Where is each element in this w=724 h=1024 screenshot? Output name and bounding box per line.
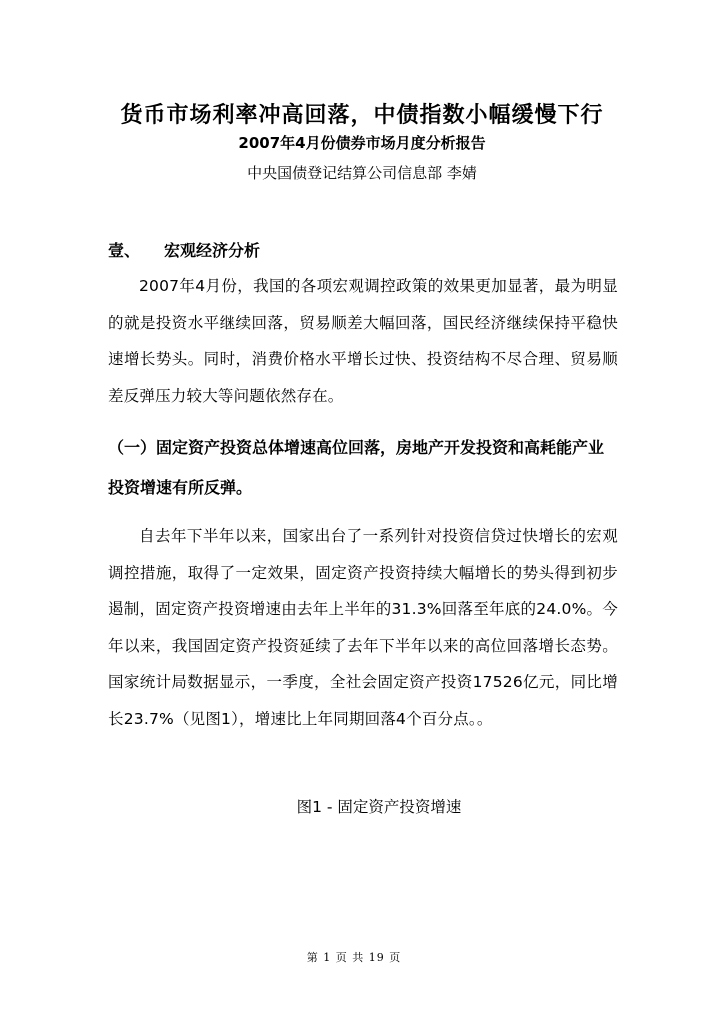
page-footer: 第 1 页 共 19 页: [306, 951, 402, 964]
figure-caption: 图1 - 固定资产投资增速: [296, 798, 462, 816]
document-author: 中央国债登记结算公司信息部 李婧: [247, 164, 477, 182]
section-intro-paragraph: 2007年4月份，我国的各项宏观调控政策的效果更加显著，最为明显的就是投资水平继续回落，贸易顺差大幅回落，国民经济继续保持平稳快速增长势头。同时，消费价格水平增长过快、投资结构不尽合理、贸易顺差反弹压力较大等问题依然存在。: [108, 277, 618, 405]
document-title: 货币市场利率冲高回落，中债指数小幅缓慢下行: [120, 103, 604, 128]
section-heading: [108, 238, 260, 261]
section-title: 宏观经济分析: [164, 241, 261, 260]
document-subtitle: 2007年4月份债券市场月度分析报告: [238, 134, 486, 152]
section-number: 壹、: [108, 241, 141, 260]
subsection-body-paragraph: 自去年下半年以来，国家出台了一系列针对投资信贷过快增长的宏观调控措施，取得了一定效果，固定资产投资持续大幅增长的势头得到初步遏制，固定资产投资增速由去年上半年的31.3%回落至年底的24.0%。今年以来，我国固定资产投资延续了去年下半年以来的高位回落增长态势。国家统计局数据显示，一季度，全社会固定资产投资17526亿元，同比增长23.7%（见图1），增速比上年同期回落4个百分点。。: [108, 527, 618, 728]
subsection-heading: （一）固定资产投资总体增速高位回落，房地产开发投资和高耗能产业投资增速有所反弹。: [108, 438, 605, 497]
